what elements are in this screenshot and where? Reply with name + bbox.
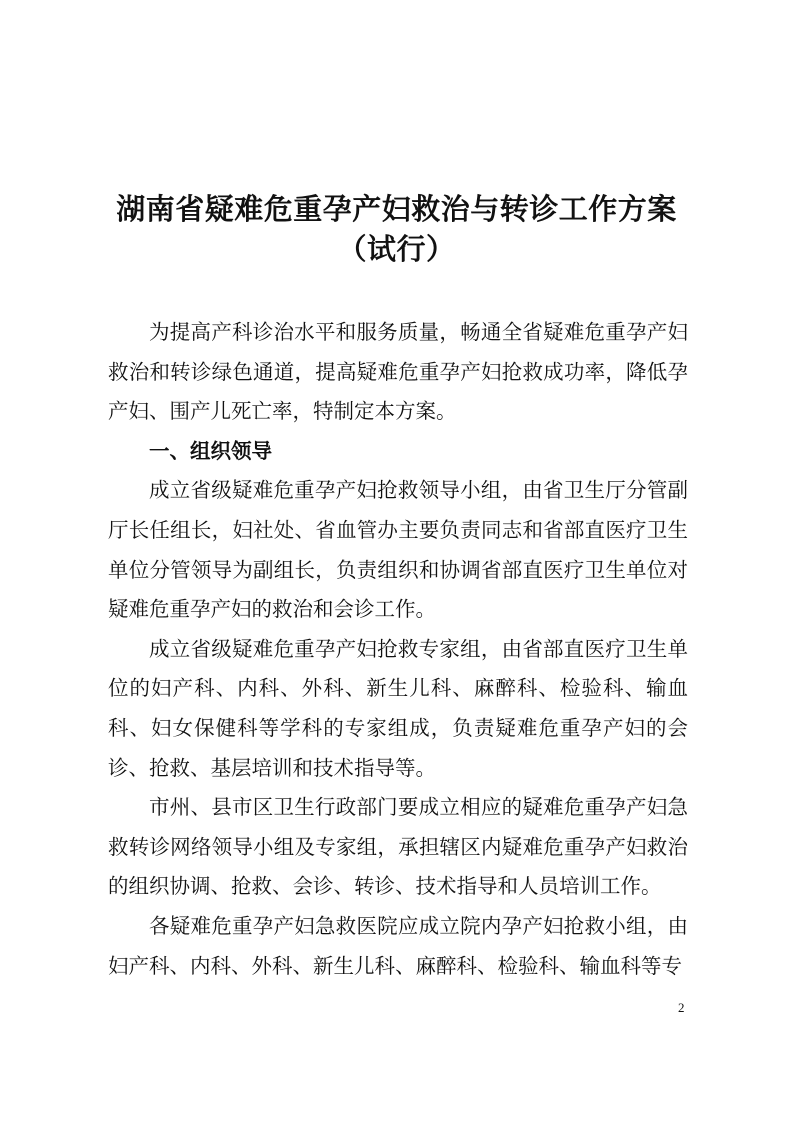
section-heading: 一、组织领导	[149, 438, 272, 463]
body-paragraph: 市州、县市区卫生行政部门要成立相应的疑难危重孕产妇急救转诊网络领导小组及专家组，承担辖区内疑难危重孕产妇救治的组织协调、抢救、会诊、转诊、技术指导和人员培训工作。	[108, 795, 688, 899]
page-number: 2	[678, 1000, 685, 1015]
body-paragraph: 各疑难危重孕产妇急救医院应成立院内孕产妇抢救小组，由妇产科、内科、外科、新生儿科、麻醉科、检验科、输血科等专	[108, 913, 688, 978]
body-paragraph: 成立省级疑难危重孕产妇抢救专家组，由省部直医疗卫生单位的妇产科、内科、外科、新生儿科、麻醉科、检验科、输血科、妇女保健科等学科的专家组成，负责疑难危重孕产妇的会诊、抢救、基层培训和技术指导等。	[108, 636, 688, 780]
document-title: 湖南省疑难危重孕产妇救治与转诊工作方案	[116, 192, 677, 226]
body-paragraph: 成立省级疑难危重孕产妇抢救领导小组，由省卫生厅分管副厅长任组长，妇社处、省血管办主要负责同志和省部直医疗卫生单位分管领导为副组长，负责组织和协调省部直医疗卫生单位对疑难危重孕产妇的救治和会诊工作。	[108, 478, 688, 622]
document-subtitle: （试行）	[337, 232, 456, 266]
intro-paragraph: 为提高产科诊治水平和服务质量，畅通全省疑难危重孕产妇救治和转诊绿色通道，提高疑难危重孕产妇抢救成功率，降低孕产妇、围产儿死亡率，特制定本方案。	[108, 320, 688, 424]
document-body	[108, 313, 688, 986]
